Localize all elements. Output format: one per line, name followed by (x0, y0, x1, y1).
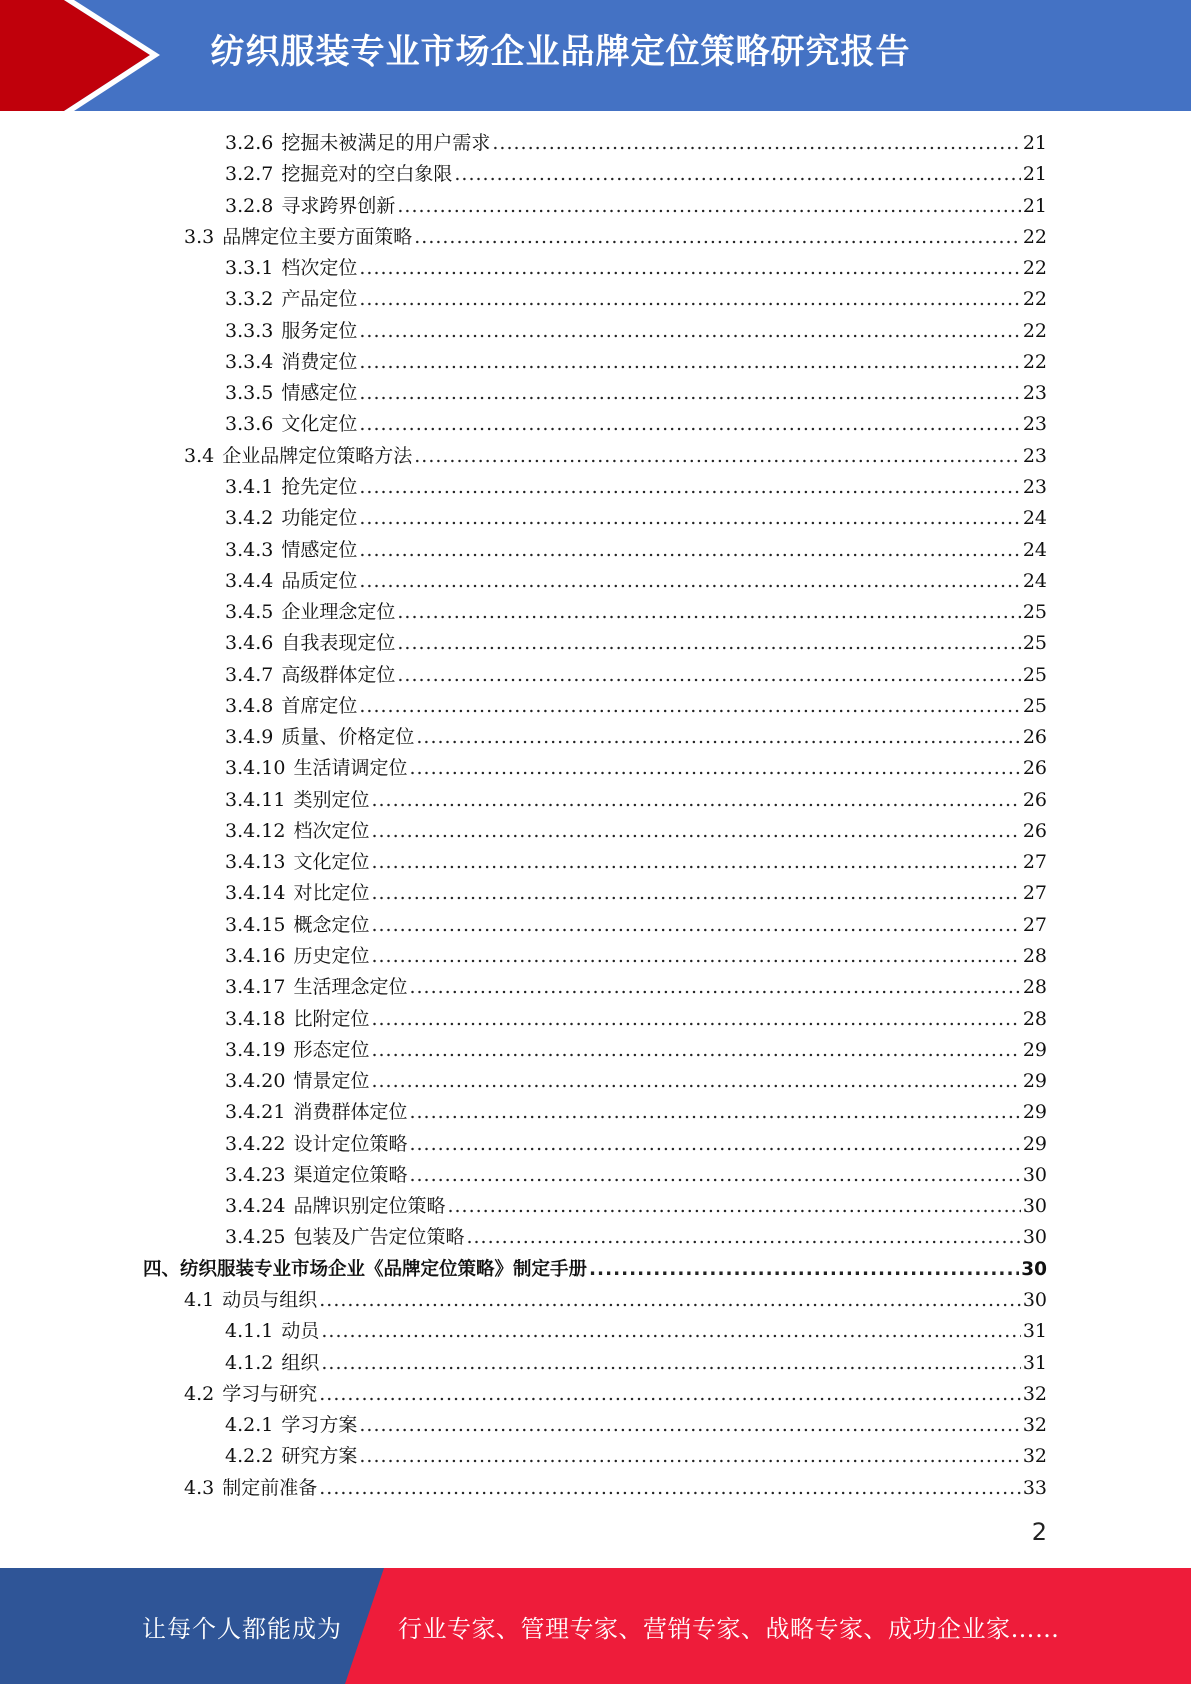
toc-entry-page: 31 (1022, 1320, 1047, 1343)
toc-dot-leader (371, 1035, 1020, 1066)
toc-entry-number: 3.3 (184, 225, 215, 248)
toc-entry-title: 包装及广告定位策略 (293, 1226, 465, 1249)
toc-entry-title: 产品定位 (281, 288, 358, 311)
toc-entry[interactable] (225, 722, 1047, 753)
toc-entry-title: 消费群体定位 (293, 1101, 408, 1124)
toc-entry-page: 25 (1022, 663, 1047, 686)
toc-entry-title: 生活请调定位 (293, 757, 408, 780)
toc-entry[interactable] (225, 1316, 1047, 1347)
toc-entry-number: 3.4.4 (225, 569, 274, 592)
toc-entry[interactable] (225, 816, 1047, 847)
toc-entry-page: 23 (1022, 475, 1047, 498)
toc-entry-number: 3.4.13 (225, 851, 286, 874)
toc-dot-leader (409, 1097, 1020, 1128)
toc-entry-title: 对比定位 (293, 882, 370, 905)
toc-entry-title: 企业品牌定位策略方法 (222, 444, 413, 467)
toc-entry-number: 4.2 (184, 1382, 215, 1405)
toc-entry[interactable] (225, 472, 1047, 503)
toc-entry-number: 3.4.24 (225, 1195, 286, 1218)
toc-dot-leader (359, 284, 1020, 315)
toc-entry-number: 4.1.1 (225, 1320, 274, 1343)
toc-dot-leader (454, 159, 1020, 190)
toc-dot-leader (319, 1473, 1021, 1504)
toc-entry[interactable] (225, 316, 1047, 347)
toc-entry[interactable] (225, 753, 1047, 784)
footer-slogan-left: 让每个人都能成为 (142, 1615, 342, 1643)
toc-entry-number: 3.4.15 (225, 913, 286, 936)
toc-entry[interactable] (225, 535, 1047, 566)
toc-dot-leader (466, 1222, 1020, 1253)
toc-entry-number: 3.4.19 (225, 1038, 286, 1061)
toc-dot-leader (321, 1348, 1020, 1379)
toc-entry-page: 26 (1022, 726, 1047, 749)
toc-entry-number: 3.4.14 (225, 882, 286, 905)
toc-entry-title: 比附定位 (293, 1007, 370, 1030)
toc-entry[interactable] (225, 878, 1047, 909)
toc-entry-page: 28 (1022, 945, 1047, 968)
toc-entry-number: 3.2.7 (225, 163, 274, 186)
toc-entry-title: 功能定位 (281, 507, 358, 530)
toc-dot-leader (359, 253, 1020, 284)
toc-entry[interactable] (225, 941, 1047, 972)
toc-entry-title: 质量、价格定位 (281, 726, 415, 749)
page-header (0, 0, 1191, 111)
toc-entry-page: 24 (1022, 507, 1047, 530)
toc-entry-page: 27 (1022, 882, 1047, 905)
toc-entry-page: 25 (1022, 601, 1047, 624)
footer-slogan-right: 行业专家、管理专家、营销专家、战略专家、成功企业家…… (398, 1615, 1060, 1643)
toc-entry[interactable] (184, 222, 1047, 253)
toc-entry-page: 21 (1022, 163, 1047, 186)
toc-entry[interactable] (225, 1129, 1047, 1160)
toc-entry-page: 30 (1021, 1258, 1047, 1280)
toc-entry-page: 32 (1022, 1414, 1047, 1437)
toc-entry-title: 挖掘未被满足的用户需求 (281, 132, 491, 154)
toc-entry-number: 4.2.2 (225, 1445, 274, 1468)
toc-dot-leader (359, 472, 1020, 503)
toc-entry[interactable] (143, 1254, 1047, 1285)
toc-entry[interactable] (225, 1066, 1047, 1097)
toc-entry[interactable] (225, 253, 1047, 284)
toc-entry-number: 3.4.6 (225, 632, 274, 655)
toc-entry-number: 4.1 (184, 1288, 215, 1311)
toc-entry-page: 25 (1022, 694, 1047, 717)
toc-entry-title: 品牌识别定位策略 (293, 1195, 446, 1218)
header-chevron-icon (0, 0, 160, 111)
toc-entry-number: 3.4.16 (225, 945, 286, 968)
toc-entry-number: 3.4.5 (225, 601, 274, 624)
toc-entry-page: 26 (1022, 757, 1047, 780)
toc-entry[interactable] (184, 1285, 1047, 1316)
toc-entry-number: 3.4.12 (225, 819, 286, 842)
toc-entry-page: 29 (1022, 1101, 1047, 1124)
toc-entry-number: 3.3.3 (225, 319, 274, 342)
toc-entry[interactable] (184, 1379, 1047, 1410)
toc-dot-leader (414, 441, 1021, 472)
toc-entry-title: 情感定位 (281, 382, 358, 405)
toc-entry[interactable] (225, 1222, 1047, 1253)
toc-entry-page: 26 (1022, 788, 1047, 811)
toc-entry-title: 制定前准备 (222, 1476, 318, 1499)
toc-entry-title: 学习方案 (281, 1414, 358, 1437)
toc-entry-title: 渠道定位策略 (293, 1163, 408, 1186)
toc-entry-page: 29 (1022, 1070, 1047, 1093)
toc-entry[interactable] (225, 284, 1047, 315)
toc-entry-page: 23 (1022, 413, 1047, 436)
toc-dot-leader (371, 941, 1020, 972)
toc-entry-number: 3.4.18 (225, 1007, 286, 1030)
toc-entry-page: 28 (1022, 1007, 1047, 1030)
toc-dot-leader (319, 1285, 1021, 1316)
toc-entry[interactable] (225, 1097, 1047, 1128)
toc-entry-title: 品牌定位主要方面策略 (222, 225, 413, 248)
toc-dot-leader (409, 1129, 1020, 1160)
toc-entry-number: 3.4.3 (225, 538, 274, 561)
toc-entry-title: 自我表现定位 (281, 632, 396, 655)
toc-entry[interactable] (225, 1035, 1047, 1066)
toc-entry-page: 29 (1022, 1038, 1047, 1061)
toc-entry-number: 3.4.22 (225, 1132, 286, 1155)
toc-dot-leader (359, 503, 1020, 534)
toc-entry-title: 品质定位 (281, 569, 358, 592)
toc-entry-number: 3.3.4 (225, 350, 274, 373)
toc-entry[interactable] (225, 1004, 1047, 1035)
toc-dot-leader (397, 191, 1020, 222)
toc-entry-page: 31 (1022, 1351, 1047, 1374)
toc-dot-leader (414, 222, 1021, 253)
toc-entry-title: 组织 (281, 1351, 320, 1374)
toc-entry-title: 学习与研究 (222, 1382, 318, 1405)
toc-entry-number: 3.2.6 (225, 132, 274, 154)
toc-entry-title: 档次定位 (293, 819, 370, 842)
toc-entry-page: 22 (1022, 319, 1047, 342)
toc-entry-number: 4.2.1 (225, 1414, 274, 1437)
toc-entry-page: 28 (1022, 976, 1047, 999)
toc-entry-page: 30 (1022, 1163, 1047, 1186)
toc-entry-number: 3.4.1 (225, 475, 274, 498)
toc-entry-number: 3.4.2 (225, 507, 274, 530)
toc-entry-page: 29 (1022, 1132, 1047, 1155)
toc-entry-page: 27 (1022, 851, 1047, 874)
toc-dot-leader (359, 691, 1020, 722)
toc-entry[interactable] (225, 1348, 1047, 1379)
toc-entry-page: 23 (1022, 382, 1047, 405)
toc-entry-title: 生活理念定位 (293, 976, 408, 999)
toc-dot-leader (409, 753, 1020, 784)
toc-entry[interactable] (225, 1410, 1047, 1441)
toc-entry-title: 动员 (281, 1320, 320, 1343)
toc-entry-title: 文化定位 (293, 851, 370, 874)
toc-entry[interactable] (225, 128, 1047, 159)
toc-entry[interactable] (225, 566, 1047, 597)
toc-entry-page: 24 (1022, 569, 1047, 592)
toc-entry-number: 3.3.2 (225, 288, 274, 311)
toc-dot-leader (359, 535, 1020, 566)
toc-entry-title: 概念定位 (293, 913, 370, 936)
toc-dot-leader (589, 1254, 1019, 1285)
toc-entry-page: 26 (1022, 819, 1047, 842)
toc-entry[interactable] (225, 972, 1047, 1003)
toc-entry[interactable] (225, 378, 1047, 409)
toc-dot-leader (371, 910, 1020, 941)
toc-entry-page: 32 (1022, 1445, 1047, 1468)
toc-entry-number: 3.3.6 (225, 413, 274, 436)
toc-dot-leader (371, 847, 1020, 878)
toc-entry-title: 企业理念定位 (281, 601, 396, 624)
toc-dot-leader (397, 628, 1020, 659)
toc-entry-title: 情景定位 (293, 1070, 370, 1093)
toc-entry-page: 33 (1022, 1476, 1047, 1499)
toc-entry[interactable] (184, 1473, 1047, 1504)
toc-entry[interactable] (225, 503, 1047, 534)
toc-entry-number: 3.4.7 (225, 663, 274, 686)
page-footer (0, 1568, 1191, 1684)
toc-entry-page: 22 (1022, 288, 1047, 311)
toc-dot-leader (371, 878, 1020, 909)
toc-entry-title: 首席定位 (281, 694, 358, 717)
toc-dot-leader (397, 597, 1020, 628)
toc-dot-leader (359, 566, 1020, 597)
document-title: 纺织服装专业市场企业品牌定位策略研究报告 (210, 32, 911, 72)
toc-dot-leader (359, 1410, 1020, 1441)
toc-entry-title: 形态定位 (293, 1038, 370, 1061)
toc-entry[interactable] (225, 785, 1047, 816)
toc-entry-title: 历史定位 (293, 945, 370, 968)
toc-entry[interactable] (225, 409, 1047, 440)
toc-entry-title: 情感定位 (281, 538, 358, 561)
toc-entry-title: 服务定位 (281, 319, 358, 342)
toc-entry-page: 21 (1022, 132, 1047, 154)
toc-entry[interactable] (225, 347, 1047, 378)
toc-entry-title: 类别定位 (293, 788, 370, 811)
toc-entry-title: 消费定位 (281, 350, 358, 373)
toc-entry-number: 3.3.5 (225, 382, 274, 405)
toc-entry-page: 32 (1022, 1382, 1047, 1405)
toc-dot-leader (371, 816, 1020, 847)
toc-entry-page: 21 (1022, 194, 1047, 217)
toc-dot-leader (492, 128, 1020, 159)
toc-entry-page: 23 (1022, 444, 1047, 467)
toc-dot-leader (359, 1441, 1020, 1472)
toc-entry-page: 22 (1022, 350, 1047, 373)
toc-entry-number: 3.4.11 (225, 788, 286, 811)
toc-entry-number: 3.3.1 (225, 257, 274, 280)
toc-entry-number: 3.4.10 (225, 757, 286, 780)
toc-entry-page: 30 (1022, 1195, 1047, 1218)
toc-dot-leader (359, 347, 1020, 378)
toc-dot-leader (359, 316, 1020, 347)
toc-entry[interactable] (225, 660, 1047, 691)
toc-entry-title: 挖掘竞对的空白象限 (281, 163, 453, 186)
toc-entry[interactable] (225, 847, 1047, 878)
toc-entry-number: 3.4.9 (225, 726, 274, 749)
toc-dot-leader (416, 722, 1020, 753)
toc-entry-title: 文化定位 (281, 413, 358, 436)
toc-entry[interactable] (225, 1191, 1047, 1222)
toc-entry-page: 30 (1022, 1288, 1047, 1311)
toc-dot-leader (371, 1066, 1020, 1097)
toc-dot-leader (359, 378, 1020, 409)
toc-entry[interactable] (225, 1441, 1047, 1472)
toc-entry-title: 高级群体定位 (281, 663, 396, 686)
toc-dot-leader (319, 1379, 1021, 1410)
toc-entry-number: 4.3 (184, 1476, 215, 1499)
toc-entry-number: 3.4.25 (225, 1226, 286, 1249)
toc-dot-leader (371, 1004, 1020, 1035)
toc-dot-leader (397, 660, 1020, 691)
page-number: 2 (1031, 1518, 1047, 1546)
toc-entry-page: 24 (1022, 538, 1047, 561)
toc-entry-page: 25 (1022, 632, 1047, 655)
toc-dot-leader (371, 785, 1020, 816)
toc-entry[interactable] (225, 159, 1047, 190)
toc-entry-title: 动员与组织 (222, 1288, 318, 1311)
toc-entry-number: 3.4.21 (225, 1101, 286, 1124)
toc-dot-leader (409, 1160, 1020, 1191)
toc-entry-page: 30 (1022, 1226, 1047, 1249)
toc-entry-number: 4.1.2 (225, 1351, 274, 1374)
toc-entry-title: 档次定位 (281, 257, 358, 280)
toc-dot-leader (409, 972, 1020, 1003)
toc-entry-number: 3.4.17 (225, 976, 286, 999)
toc-entry[interactable] (225, 191, 1047, 222)
toc-entry-title: 研究方案 (281, 1445, 358, 1468)
toc-entry-number: 3.4.8 (225, 694, 274, 717)
toc-dot-leader (321, 1316, 1020, 1347)
toc-entry[interactable] (225, 597, 1047, 628)
toc-dot-leader (447, 1191, 1020, 1222)
toc-entry-title: 抢先定位 (281, 475, 358, 498)
toc-entry-number: 3.4 (184, 444, 215, 467)
toc-entry-page: 27 (1022, 913, 1047, 936)
toc-entry-title: 寻求跨界创新 (281, 194, 396, 217)
toc-entry[interactable] (184, 441, 1047, 472)
toc-entry-page: 22 (1022, 225, 1047, 248)
toc-entry-number: 3.4.20 (225, 1070, 286, 1093)
toc-entry-page: 22 (1022, 257, 1047, 280)
toc-entry-title: 四、纺织服装专业市场企业《品牌定位策略》制定手册 (143, 1258, 588, 1280)
toc-entry[interactable] (225, 691, 1047, 722)
toc-entry-number: 3.4.23 (225, 1163, 286, 1186)
toc-entry-title: 设计定位策略 (293, 1132, 408, 1155)
toc-entry-number: 3.2.8 (225, 194, 274, 217)
toc-dot-leader (359, 409, 1020, 440)
toc-entry[interactable] (225, 910, 1047, 941)
toc-entry[interactable] (225, 628, 1047, 659)
toc-entry[interactable] (225, 1160, 1047, 1191)
